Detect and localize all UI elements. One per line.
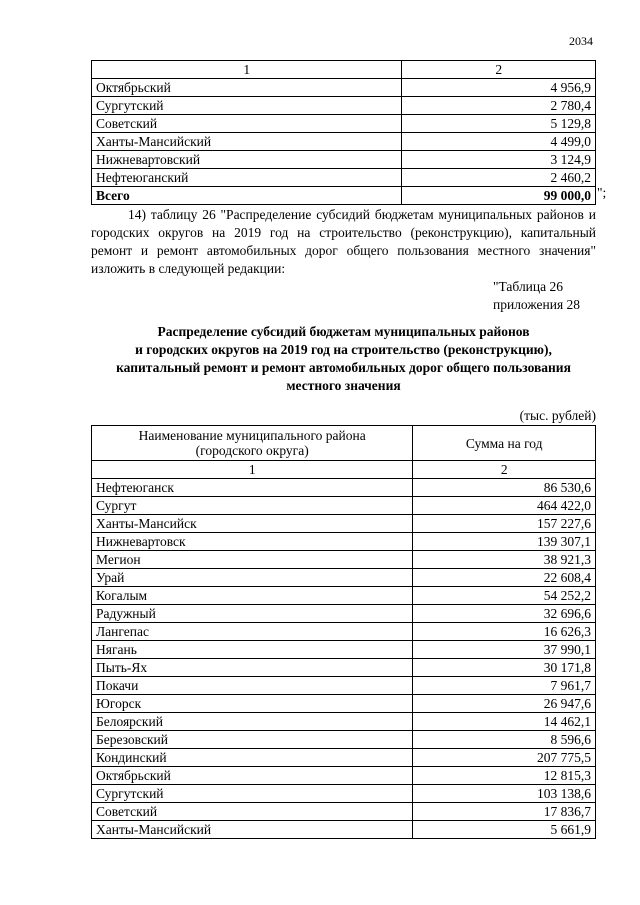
- municipality-name: Югорск: [92, 695, 413, 713]
- amount-value: 26 947,6: [413, 695, 596, 713]
- table-row: [92, 749, 596, 767]
- amount-value: 3 124,9: [402, 151, 596, 169]
- table-total-row: [92, 187, 596, 205]
- amount-value: 4 956,9: [402, 79, 596, 97]
- table-row: [92, 641, 596, 659]
- table-row: [92, 151, 596, 169]
- table-row: [92, 821, 596, 839]
- amount-value: 5 129,8: [402, 115, 596, 133]
- amount-value: 30 171,8: [413, 659, 596, 677]
- amount-value: 14 462,1: [413, 713, 596, 731]
- amount-value: 207 775,5: [413, 749, 596, 767]
- amount-value: 4 499,0: [402, 133, 596, 151]
- table-row: [92, 605, 596, 623]
- distribution-table-continuation: [91, 60, 596, 205]
- table-row: [92, 713, 596, 731]
- table-row: [92, 767, 596, 785]
- amount-value: 157 227,6: [413, 515, 596, 533]
- table-row: [92, 551, 596, 569]
- total-label: Всего: [92, 187, 402, 205]
- municipality-name: Нижневартовск: [92, 533, 413, 551]
- column-number: 2: [413, 461, 596, 479]
- municipality-name: Березовский: [92, 731, 413, 749]
- column-header-name: [92, 426, 413, 461]
- amendment-paragraph: 14) таблицу 26 "Распределение субсидий бюджетам муниципальных районов и городских округов на 2019 год на строительство (реконструкцию), капитальный ремонт и ремонт автомобильных дорог общего пользования местного значения" изложить в следующей редакции:: [91, 207, 596, 276]
- table-row: [92, 133, 596, 151]
- column-header-line: Наименование муниципального района: [138, 428, 366, 443]
- amount-value: 38 921,3: [413, 551, 596, 569]
- municipality-name: Сургут: [92, 497, 413, 515]
- municipality-name: Кондинский: [92, 749, 413, 767]
- amount-value: 5 661,9: [413, 821, 596, 839]
- table-header-row: [92, 61, 596, 79]
- column-header-sum: Сумма на год: [413, 426, 596, 461]
- amount-value: 2 460,2: [402, 169, 596, 187]
- municipality-name: Советский: [92, 803, 413, 821]
- table-title-line: капитальный ремонт и ремонт автомобильных дорог общего пользования: [116, 360, 571, 375]
- district-name: Нефтеюганский: [92, 169, 402, 187]
- municipality-name: Когалым: [92, 587, 413, 605]
- table-row: [92, 695, 596, 713]
- column-number: 1: [92, 61, 402, 79]
- amount-value: 37 990,1: [413, 641, 596, 659]
- table-header-row: [92, 426, 596, 461]
- table-row: [92, 533, 596, 551]
- column-header-line: (городского округа): [195, 443, 309, 458]
- amount-value: 54 252,2: [413, 587, 596, 605]
- municipality-name: Октябрьский: [92, 767, 413, 785]
- units-label: (тыс. рублей): [519, 408, 596, 423]
- table-row: [92, 97, 596, 115]
- page-number: 2034: [569, 34, 593, 48]
- amount-value: 22 608,4: [413, 569, 596, 587]
- municipality-name: Радужный: [92, 605, 413, 623]
- total-value: 99 000,0: [402, 187, 596, 205]
- municipality-name: Нефтеюганск: [92, 479, 413, 497]
- amount-value: 139 307,1: [413, 533, 596, 551]
- district-name: Советский: [92, 115, 402, 133]
- amount-value: 2 780,4: [402, 97, 596, 115]
- table-caption-line: приложения 28: [493, 297, 581, 312]
- district-name: Нижневартовский: [92, 151, 402, 169]
- amount-value: 12 815,3: [413, 767, 596, 785]
- table-caption: [493, 278, 580, 314]
- table-title-line: Распределение субсидий бюджетам муниципальных районов: [157, 324, 530, 339]
- table-row: [92, 169, 596, 187]
- subsidy-distribution-table: [91, 425, 596, 839]
- municipality-name: Сургутский: [92, 785, 413, 803]
- table-row: [92, 803, 596, 821]
- table-title-line: местного значения: [286, 378, 401, 393]
- municipality-name: Белоярский: [92, 713, 413, 731]
- amount-value: 7 961,7: [413, 677, 596, 695]
- table-title: [91, 323, 596, 395]
- municipality-name: Пыть-Ях: [92, 659, 413, 677]
- municipality-name: Лангепас: [92, 623, 413, 641]
- table-row: [92, 497, 596, 515]
- municipality-name: Мегион: [92, 551, 413, 569]
- amount-value: 17 836,7: [413, 803, 596, 821]
- table-row: [92, 515, 596, 533]
- table-row: [92, 731, 596, 749]
- municipality-name: Ханты-Мансийский: [92, 821, 413, 839]
- amount-value: 103 138,6: [413, 785, 596, 803]
- district-name: Сургутский: [92, 97, 402, 115]
- amount-value: 464 422,0: [413, 497, 596, 515]
- column-number-row: [92, 461, 596, 479]
- table-caption-line: "Таблица 26: [493, 279, 563, 294]
- table-row: [92, 587, 596, 605]
- municipality-name: Покачи: [92, 677, 413, 695]
- amount-value: 32 696,6: [413, 605, 596, 623]
- district-name: Ханты-Мансийский: [92, 133, 402, 151]
- table-row: [92, 569, 596, 587]
- municipality-name: Ханты-Мансийск: [92, 515, 413, 533]
- amount-value: 16 626,3: [413, 623, 596, 641]
- column-number: 2: [402, 61, 596, 79]
- amount-value: 86 530,6: [413, 479, 596, 497]
- table-row: [92, 785, 596, 803]
- table-row: [92, 659, 596, 677]
- municipality-name: Урай: [92, 569, 413, 587]
- table-row: [92, 115, 596, 133]
- closing-quote: ";: [597, 185, 607, 200]
- column-number: 1: [92, 461, 413, 479]
- table-row: [92, 677, 596, 695]
- table-title-line: и городских округов на 2019 год на строительство (реконструкцию),: [135, 342, 552, 357]
- district-name: Октябрьский: [92, 79, 402, 97]
- table-row: [92, 79, 596, 97]
- table-row: [92, 623, 596, 641]
- municipality-name: Нягань: [92, 641, 413, 659]
- table-row: [92, 479, 596, 497]
- amount-value: 8 596,6: [413, 731, 596, 749]
